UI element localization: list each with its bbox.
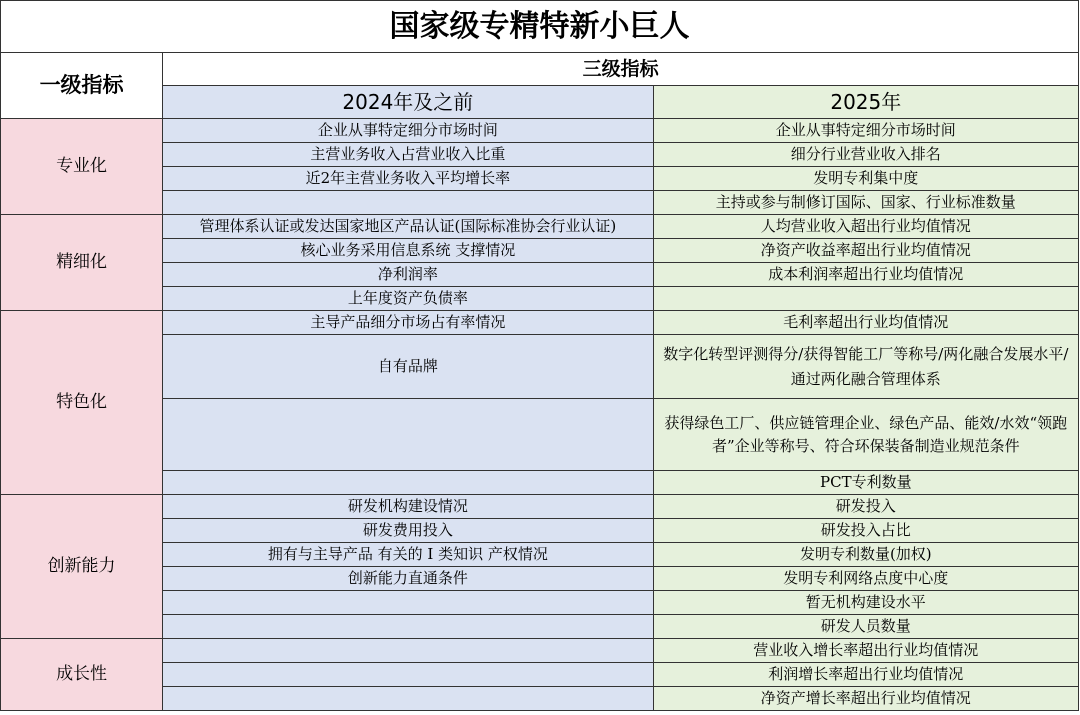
before-cell <box>163 399 653 471</box>
before-cell: 净利润率 <box>163 263 653 287</box>
level3-header: 三级指标 <box>163 53 1079 86</box>
before-cell: 企业从事特定细分市场时间 <box>163 119 653 143</box>
after-cell: 发明专利数量(加权) <box>653 543 1078 567</box>
after-cell: 净资产增长率超出行业均值情况 <box>653 687 1078 711</box>
after-cell: 研发投入占比 <box>653 519 1078 543</box>
before-cell: 管理体系认证或发达国家地区产品认证(国际标准协会行业认证) <box>163 215 653 239</box>
before-cell: 研发费用投入 <box>163 519 653 543</box>
after-cell: 净资产收益率超出行业均值情况 <box>653 239 1078 263</box>
after-cell: 毛利率超出行业均值情况 <box>653 311 1078 335</box>
category-cell: 专业化 <box>1 119 163 215</box>
before-cell: 创新能力直通条件 <box>163 567 653 591</box>
table-title: 国家级专精特新小巨人 <box>1 1 1079 53</box>
before-cell: 研发机构建设情况 <box>163 495 653 519</box>
after-cell: 主持或参与制修订国际、国家、行业标准数量 <box>653 191 1078 215</box>
level1-header: 一级指标 <box>1 53 163 119</box>
before-cell <box>163 639 653 663</box>
year-2025-header: 2025年 <box>653 86 1078 119</box>
after-cell: 营业收入增长率超出行业均值情况 <box>653 639 1078 663</box>
after-cell: 细分行业营业收入排名 <box>653 143 1078 167</box>
after-cell: 数字化转型评测得分/获得智能工厂等称号/两化融合发展水平/通过两化融合管理体系 <box>653 335 1078 399</box>
after-cell: 企业从事特定细分市场时间 <box>653 119 1078 143</box>
before-2024-header: 2024年及之前 <box>163 86 653 119</box>
before-cell <box>163 687 653 711</box>
after-cell: 研发人员数量 <box>653 615 1078 639</box>
category-cell: 精细化 <box>1 215 163 311</box>
before-cell: 近2年主营业务收入平均增长率 <box>163 167 653 191</box>
before-cell: 核心业务采用信息系统 支撑情况 <box>163 239 653 263</box>
after-cell: 发明专利集中度 <box>653 167 1078 191</box>
before-cell <box>163 471 653 495</box>
after-cell <box>653 287 1078 311</box>
before-cell: 主导产品细分市场占有率情况 <box>163 311 653 335</box>
before-cell: 自有品牌 <box>163 335 653 399</box>
after-cell: 人均营业收入超出行业均值情况 <box>653 215 1078 239</box>
before-cell <box>163 591 653 615</box>
before-cell: 主营业务收入占营业收入比重 <box>163 143 653 167</box>
after-cell: PCT专利数量 <box>653 471 1078 495</box>
after-cell: 发明专利网络点度中心度 <box>653 567 1078 591</box>
after-cell: 利润增长率超出行业均值情况 <box>653 663 1078 687</box>
after-cell: 获得绿色工厂、供应链管理企业、绿色产品、能效/水效“领跑者”企业等称号、符合环保装备制造业规范条件 <box>653 399 1078 471</box>
before-cell <box>163 191 653 215</box>
category-cell: 特色化 <box>1 311 163 495</box>
before-cell <box>163 663 653 687</box>
category-cell: 创新能力 <box>1 495 163 639</box>
after-cell: 成本利润率超出行业均值情况 <box>653 263 1078 287</box>
category-cell: 成长性 <box>1 639 163 711</box>
before-cell: 拥有与主导产品 有关的 I 类知识 产权情况 <box>163 543 653 567</box>
before-cell: 上年度资产负债率 <box>163 287 653 311</box>
after-cell: 研发投入 <box>653 495 1078 519</box>
before-cell <box>163 615 653 639</box>
after-cell: 暂无机构建设水平 <box>653 591 1078 615</box>
